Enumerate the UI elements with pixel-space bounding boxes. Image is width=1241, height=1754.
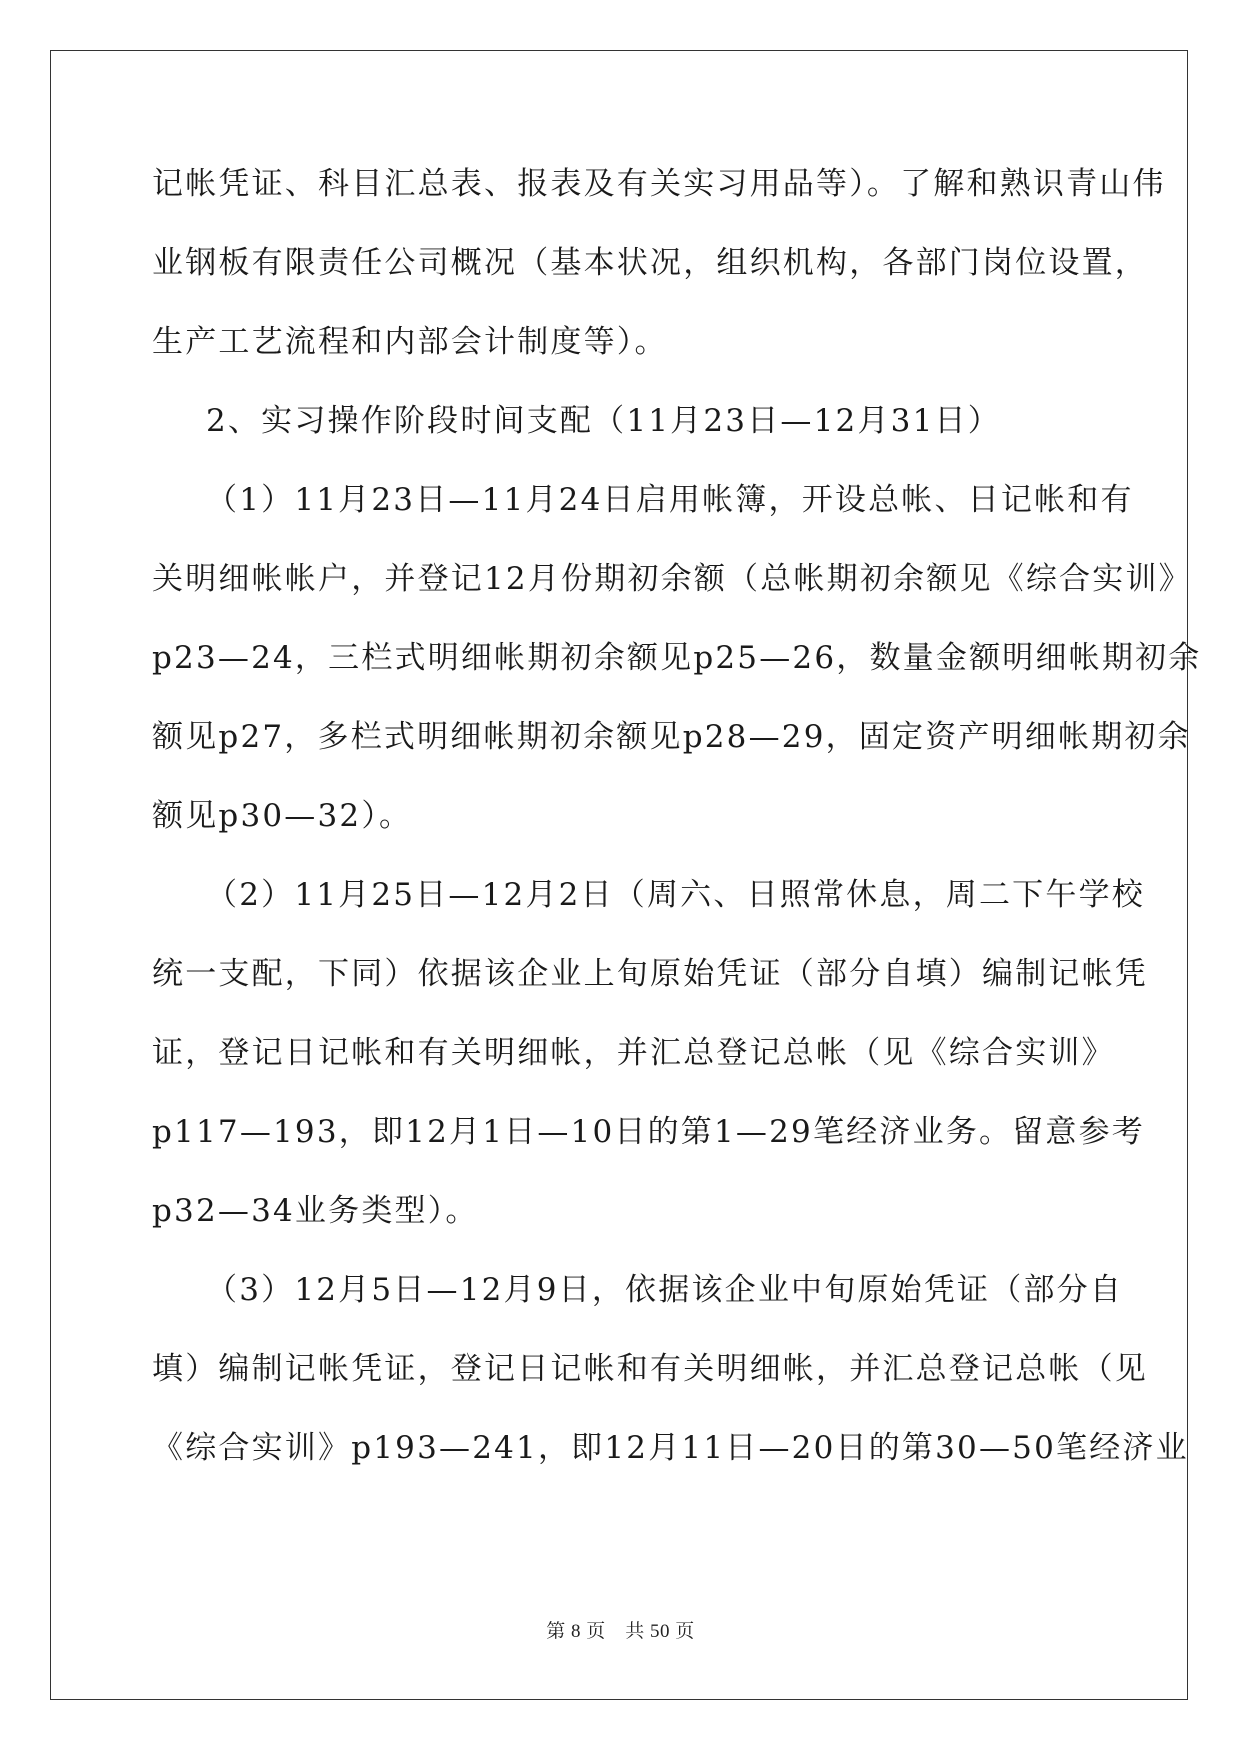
body-line: 填）编制记帐凭证，登记日记帐和有关明细帐，并汇总登记总帐（见 [152,1351,1148,1387]
body-line: （2）11月25日—12月2日（周六、日照常休息，周二下午学校 [206,877,1145,913]
body-line: （1）11月23日—11月24日启用帐簿，开设总帐、日记帐和有 [206,482,1134,518]
body-line: 关明细帐帐户，并登记12月份期初余额（总帐期初余额见《综合实训》 [152,561,1192,597]
body-line: 业钢板有限责任公司概况（基本状况，组织机构，各部门岗位设置， [152,245,1148,281]
body-line: p117—193，即12月1日—10日的第1—29笔经济业务。留意参考 [152,1114,1145,1150]
document-body [152,162,1202,1505]
body-line: p32—34业务类型）。 [152,1193,479,1229]
body-line: 《综合实训》p193—241，即12月11日—20日的第30—50笔经济业 [152,1430,1189,1466]
page-number: 第 8 页 共 50 页 [546,1621,695,1642]
body-line: 额见p27，多栏式明细帐期初余额见p28—29，固定资产明细帐期初余 [152,719,1191,755]
body-line: 额见p30—32）。 [152,798,413,834]
body-line: 记帐凭证、科目汇总表、报表及有关实习用品等）。了解和熟识青山伟 [152,166,1166,202]
body-line: p23—24，三栏式明细帐期初余额见p25—26，数量金额明细帐期初余 [152,640,1202,676]
body-line: （3）12月5日—12月9日，依据该企业中旬原始凭证（部分自 [206,1272,1124,1308]
body-line: 证，登记日记帐和有关明细帐，并汇总登记总帐（见《综合实训》 [152,1035,1115,1071]
body-line-heading: 2、实习操作阶段时间支配（11月23日—12月31日） [206,403,1001,439]
body-line: 生产工艺流程和内部会计制度等）。 [152,324,668,360]
body-line: 统一支配，下同）依据该企业上旬原始凭证（部分自填）编制记帐凭 [152,956,1148,992]
